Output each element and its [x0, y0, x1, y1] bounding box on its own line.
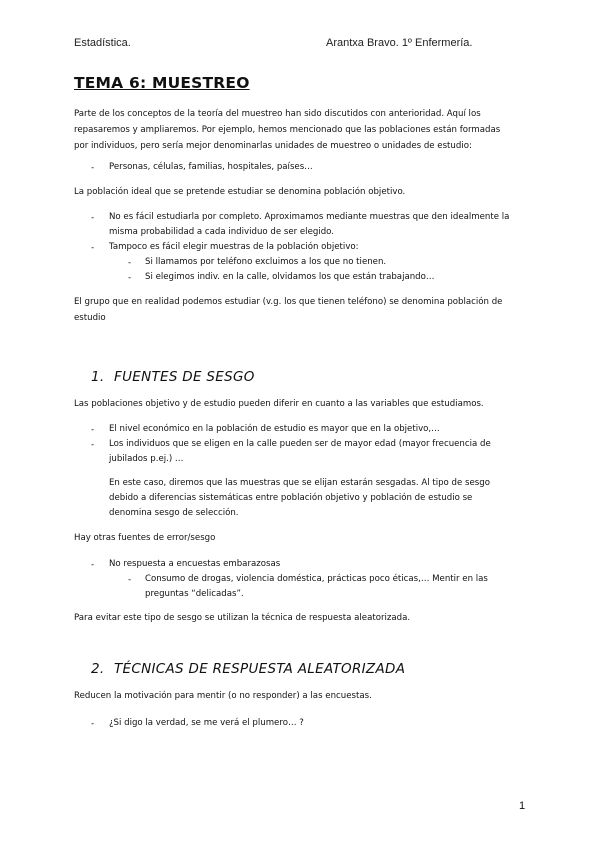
selection-bias-line-1: En este caso, diremos que las muestras que se elijan estarán sesgadas. Al tipo de sesgo: [109, 478, 490, 488]
sub-bullet-phone: Si llamamos por teléfono excluimos a los que no tienen.: [145, 257, 387, 267]
section-2-intro: Reducen la motivación para mentir (o no responder) a las encuestas.: [74, 691, 372, 701]
bullet-dash: -: [91, 213, 95, 223]
section-1-heading: [91, 369, 255, 385]
header-left: Estadística.: [74, 37, 131, 49]
bullet-dash: -: [91, 719, 95, 729]
intro-line-1: Parte de los conceptos de la teoría del muestreo han sido discutidos con anterioridad. Aquí los: [74, 109, 481, 119]
section-1-intro: Las poblaciones objetivo y de estudio pueden diferir en cuanto a las variables que estudiamos.: [74, 399, 484, 409]
section-1-number: 1.: [91, 369, 105, 385]
bullet-economic-level: El nivel económico en la población de estudio es mayor que en la objetivo,…: [109, 424, 440, 434]
other-sources-text: Hay otras fuentes de error/sesgo: [74, 533, 216, 543]
bullet-dash: -: [91, 560, 95, 570]
intro-line-3: por individuos, pero sería mejor denominarlas unidades de muestreo o unidades de estudio:: [74, 141, 472, 151]
sub-bullet-dash: -: [128, 258, 132, 268]
selection-bias-line-2: debido a diferencias sistemáticas entre población objetivo y población de estudio se: [109, 493, 473, 503]
bullet-objective-1-line-1: No es fácil estudiarla por completo. Aproximamos mediante muestras que den idealmente la: [109, 212, 510, 222]
avoid-bias-text: Para evitar este tipo de sesgo se utilizan la técnica de respuesta aleatorizada.: [74, 613, 411, 623]
bullet-dash: -: [91, 425, 95, 435]
document-title: TEMA 6: MUESTREO: [74, 74, 250, 92]
section-2-title: TÉCNICAS DE RESPUESTA ALEATORIZADA: [114, 661, 406, 677]
sub-bullet-dash: -: [128, 575, 132, 585]
sub-bullet-sensitive-line-2: preguntas “delicadas”.: [145, 589, 244, 599]
page-number: 1: [519, 800, 526, 812]
sub-bullet-sensitive-line-1: Consumo de drogas, violencia doméstica, prácticas poco éticas,… Mentir en las: [145, 574, 488, 584]
bullet-dash: -: [91, 243, 95, 253]
header-right: Arantxa Bravo. 1º Enfermería.: [326, 37, 473, 49]
study-population-line-1: El grupo que en realidad podemos estudiar (v.g. los que tienen teléfono) se denomina población de: [74, 297, 503, 307]
study-population-line-2: estudio: [74, 313, 106, 323]
sub-bullet-dash: -: [128, 273, 132, 283]
bullet-dash: -: [91, 163, 95, 173]
bullet-street-age-line-2: jubilados p.ej.) …: [109, 454, 184, 464]
bullet-units: Personas, células, familias, hospitales, países…: [109, 162, 313, 172]
bullet-objective-2: Tampoco es fácil elegir muestras de la población objetivo:: [109, 242, 359, 252]
bullet-nonresponse: No respuesta a encuestas embarazosas: [109, 559, 281, 569]
section-1-title: FUENTES DE SESGO: [114, 369, 255, 385]
selection-bias-line-3: denomina sesgo de selección.: [109, 508, 239, 518]
bullet-street-age-line-1: Los individuos que se eligen en la calle pueden ser de mayor edad (mayor frecuencia de: [109, 439, 491, 449]
sub-bullet-street: Si elegimos indiv. en la calle, olvidamos los que están trabajando…: [145, 272, 435, 282]
section-2-number: 2.: [91, 661, 105, 677]
bullet-plumero: ¿Si digo la verdad, se me verá el plumero… ?: [109, 718, 304, 728]
section-2-heading: [91, 661, 405, 677]
bullet-objective-1-line-2: misma probabilidad a cada individuo de ser elegido.: [109, 227, 334, 237]
objective-population-text: La población ideal que se pretende estudiar se denomina población objetivo.: [74, 187, 406, 197]
intro-line-2: repasaremos y ampliaremos. Por ejemplo, hemos mencionado que las poblaciones están formadas: [74, 125, 501, 135]
bullet-dash: -: [91, 440, 95, 450]
